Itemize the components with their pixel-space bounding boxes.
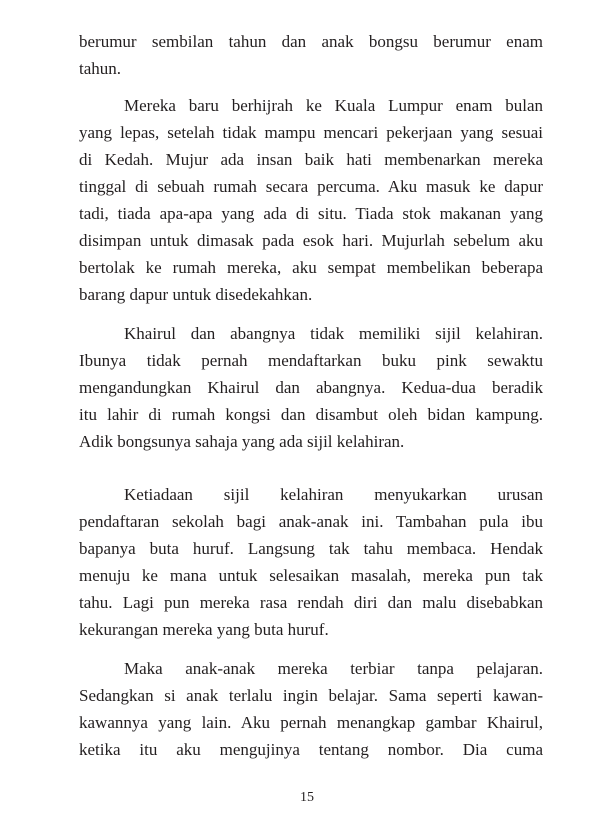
page-number: 15 (300, 790, 314, 805)
text-line: tahun. (79, 59, 122, 78)
text-line: tadi, tiada apa-apa yang ada di situ. Tiada stok makanan yang (79, 204, 543, 223)
text-line: yang lepas, setelah tidak mampu mencari pekerjaan yang sesuai (79, 123, 543, 142)
text-line: ketika itu aku mengujinya tentang nombor. Dia cuma (79, 740, 543, 759)
text-line: di Kedah. Mujur ada insan baik hati membenarkan mereka (79, 150, 543, 169)
paragraph (79, 28, 543, 82)
text-line: barang dapur untuk disedekahkan. (79, 285, 313, 304)
text-line: berumur sembilan tahun dan anak bongsu berumur enam (79, 32, 543, 51)
text-line: bapanya buta huruf. Langsung tak tahu membaca. Hendak (79, 539, 543, 558)
text-line: Maka anak-anak mereka terbiar tanpa pelajaran. (124, 659, 543, 678)
paragraph (79, 320, 543, 455)
text-line: bertolak ke rumah mereka, aku sempat membelikan beberapa (79, 258, 543, 277)
text-line: mengandungkan Khairul dan abangnya. Kedua-dua beradik (79, 378, 543, 397)
text-line: itu lahir di rumah kongsi dan disambut oleh bidan kampung. (79, 405, 543, 424)
text-line: tinggal di sebuah rumah secara percuma. Aku masuk ke dapur (79, 177, 543, 196)
paragraph (79, 481, 543, 643)
text-line: kekurangan mereka yang buta huruf. (79, 620, 329, 639)
text-line: disimpan untuk dimasak pada esok hari. Mujurlah sebelum aku (79, 231, 543, 250)
text-line: Ibunya tidak pernah mendaftarkan buku pink sewaktu (79, 351, 543, 370)
text-line: Khairul dan abangnya tidak memiliki sijil kelahiran. (124, 324, 543, 343)
paragraph (79, 92, 543, 308)
text-line: Adik bongsunya sahaja yang ada sijil kelahiran. (79, 432, 405, 451)
text-line: Ketiadaan sijil kelahiran menyukarkan urusan (124, 485, 543, 504)
text-line: menuju ke mana untuk selesaikan masalah, mereka pun tak (79, 566, 543, 585)
text-line: tahu. Lagi pun mereka rasa rendah diri dan malu disebabkan (79, 593, 543, 612)
paragraph (79, 655, 543, 763)
text-line: Sedangkan si anak terlalu ingin belajar. Sama seperti kawan- (79, 686, 543, 705)
text-line: kawannya yang lain. Aku pernah menangkap gambar Khairul, (79, 713, 543, 732)
text-line: pendaftaran sekolah bagi anak-anak ini. Tambahan pula ibu (79, 512, 543, 531)
text-line: Mereka baru berhijrah ke Kuala Lumpur enam bulan (124, 96, 543, 115)
